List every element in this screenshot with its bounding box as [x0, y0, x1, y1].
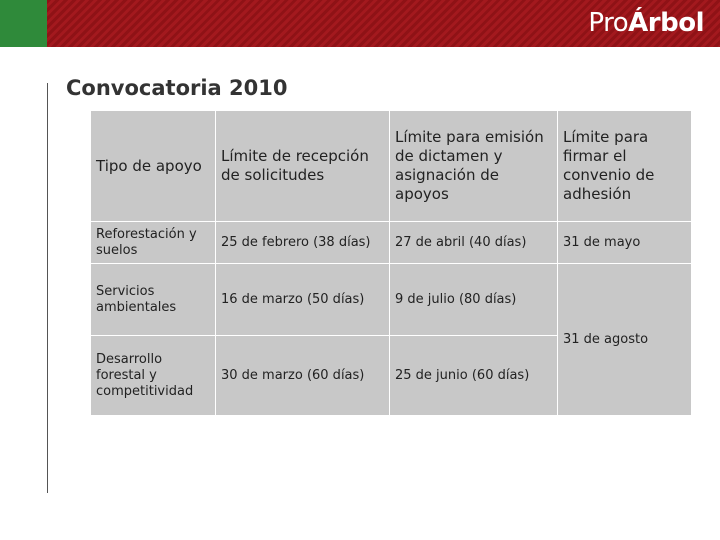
header-bar — [0, 0, 720, 47]
vertical-divider-line — [47, 83, 48, 493]
cell-tipo: Servicios ambientales — [91, 264, 216, 336]
cell-convenio: 31 de mayo — [558, 222, 692, 264]
cell-dictamen: 25 de junio (60 días) — [390, 336, 558, 416]
cell-dictamen: 9 de julio (80 días) — [390, 264, 558, 336]
cell-dictamen: 27 de abril (40 días) — [390, 222, 558, 264]
cell-recepcion: 25 de febrero (38 días) — [216, 222, 390, 264]
logo-arbol-text: Árbol — [628, 8, 704, 38]
red-header-band — [47, 0, 720, 47]
header-tipo-de-apoyo: Tipo de apoyo — [91, 111, 216, 222]
header-limite-recepcion: Límite de recepción de solicitudes — [216, 111, 390, 222]
cell-convenio-merged: 31 de agosto — [558, 264, 692, 416]
logo-pro-text: Pro — [588, 8, 629, 38]
table-header-row — [91, 111, 692, 222]
cell-recepcion: 30 de marzo (60 días) — [216, 336, 390, 416]
table-row — [91, 264, 692, 336]
proarbol-logo — [588, 6, 704, 40]
cell-tipo: Reforestación y suelos — [91, 222, 216, 264]
header-limite-convenio: Límite para firmar el convenio de adhesión — [558, 111, 692, 222]
green-accent-block — [0, 0, 47, 47]
convocatoria-table — [90, 110, 692, 416]
cell-recepcion: 16 de marzo (50 días) — [216, 264, 390, 336]
table-row — [91, 222, 692, 264]
cell-tipo: Desarrollo forestal y competitividad — [91, 336, 216, 416]
header-limite-dictamen: Límite para emisión de dictamen y asignación de apoyos — [390, 111, 558, 222]
page-title: Convocatoria 2010 — [66, 76, 288, 100]
